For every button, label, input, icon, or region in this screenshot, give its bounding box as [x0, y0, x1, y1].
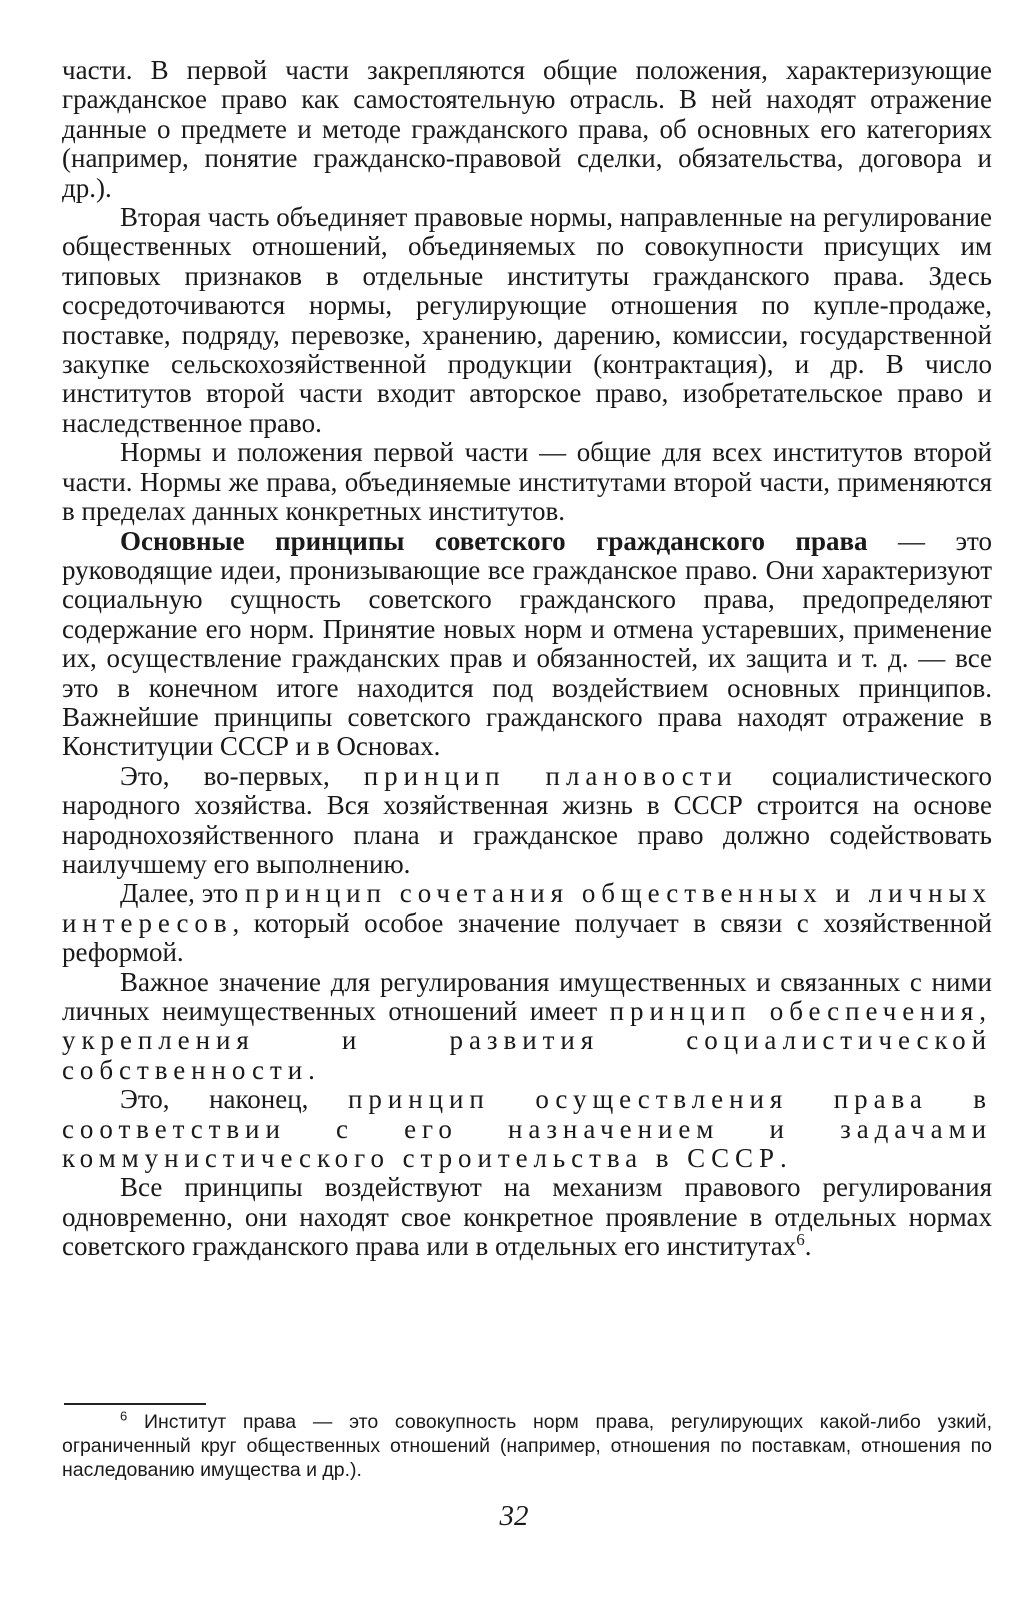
emphasized-term: Основные принципы советского гражданского права: [120, 525, 868, 556]
text-run: Далее, это: [120, 878, 246, 909]
text-run: .: [779, 1143, 787, 1174]
paragraph: [62, 762, 992, 880]
page-number: 32: [499, 1500, 529, 1532]
text-run: части. В первой части закрепляются общие положения, характеризующие гражданское право как самостоятельную отрасль. В ней находят отражение данные о предмете и методе гражданского права, об основных его категориях (например, понятие гражданско-правовой сделки, обязательства, договора и др.).: [62, 55, 992, 203]
footnote-text: Институт права — это совокупность норм права, регулирующих какой-либо узкий, ограниченный круг общественных отношений (например, отношения по поставкам, отношения по наследованию имущества и др.).: [62, 1411, 992, 1481]
page-body: [62, 56, 992, 1262]
text-run: Это, во-первых,: [120, 760, 364, 791]
paragraph: [62, 1085, 992, 1173]
text-run: социалистического народного хозяйства. Вся хозяйственная жизнь в СССР строится на основе народнохозяйственного плана и гражданское право должно содействовать наилучшему его выполнению.: [62, 760, 992, 879]
footnote-divider: [64, 1403, 206, 1405]
paragraph: [62, 1173, 992, 1261]
paragraph: [62, 527, 992, 762]
paragraph: [62, 438, 992, 526]
footnote-marker: 6: [120, 1408, 128, 1424]
text-run: Все принципы воздействуют на механизм правового регулирования одновременно, они находят свое конкретное проявление в отдельных нормах советского гражданского права или в отдельных его институтах: [62, 1172, 992, 1262]
paragraph: [62, 203, 992, 438]
text-run: Нормы и положения первой части — общие для всех институтов второй части. Нормы же права, объединяемые институтами второй части, применяются в пределах данных конкретных институтов.: [62, 437, 992, 527]
text-run: Важное значение для регулирования имущественных и связанных с ними личных неимущественных отношений имеет: [62, 966, 992, 1026]
text-run: , который особое значение получает в связи с хозяйственной реформой.: [62, 907, 992, 968]
paragraph: [62, 56, 992, 203]
footnote-reference: 6: [796, 1230, 805, 1250]
footnote: [62, 1410, 992, 1482]
text-run: .: [804, 1231, 812, 1262]
text-run: .: [308, 1054, 315, 1085]
spaced-emphasis: принцип плановости: [363, 760, 738, 791]
text-run: Это, наконец,: [120, 1084, 349, 1115]
paragraph: [62, 968, 992, 1086]
text-run: — это руководящие идеи, пронизывающие все гражданское право. Они характеризуют социальную сущность советского гражданского права, предопределяют содержание его норм. Принятие новых норм и отмена устаревших, применение их, осуществление гражданских прав и обязанностей, их защита и т. д. — все это в конечном итоге находится под воздействием основных принципов. Важнейшие принципы советского гражданского права находят отражение в Конституции СССР и в Основах.: [62, 525, 992, 762]
spaced-emphasis: принцип сочетания общественных и личных интересов: [62, 878, 992, 938]
paragraph: [62, 879, 992, 967]
spaced-emphasis: принцип осуществления права в соответствии с его назначением и задачами коммунистического строительства в СССР: [62, 1084, 992, 1174]
text-run: Вторая часть объединяет правовые нормы, направленные на регулирование общественных отношений, объединяемых по совокупности присущих им типовых признаков в отдельные институты гражданского права. Здесь сосредоточиваются нормы, регулирующие отношения по купле-продаже, поставке, подряду, перевозке, хранению, дарению, комиссии, государственной закупке сельскохозяйственной продукции (контрактация), и др. В число институтов второй части входит авторское право, изобретательское право и наследственное право.: [62, 202, 992, 438]
spaced-emphasis: принцип обеспечения, укрепления и развития социалистической собственности: [62, 996, 992, 1085]
